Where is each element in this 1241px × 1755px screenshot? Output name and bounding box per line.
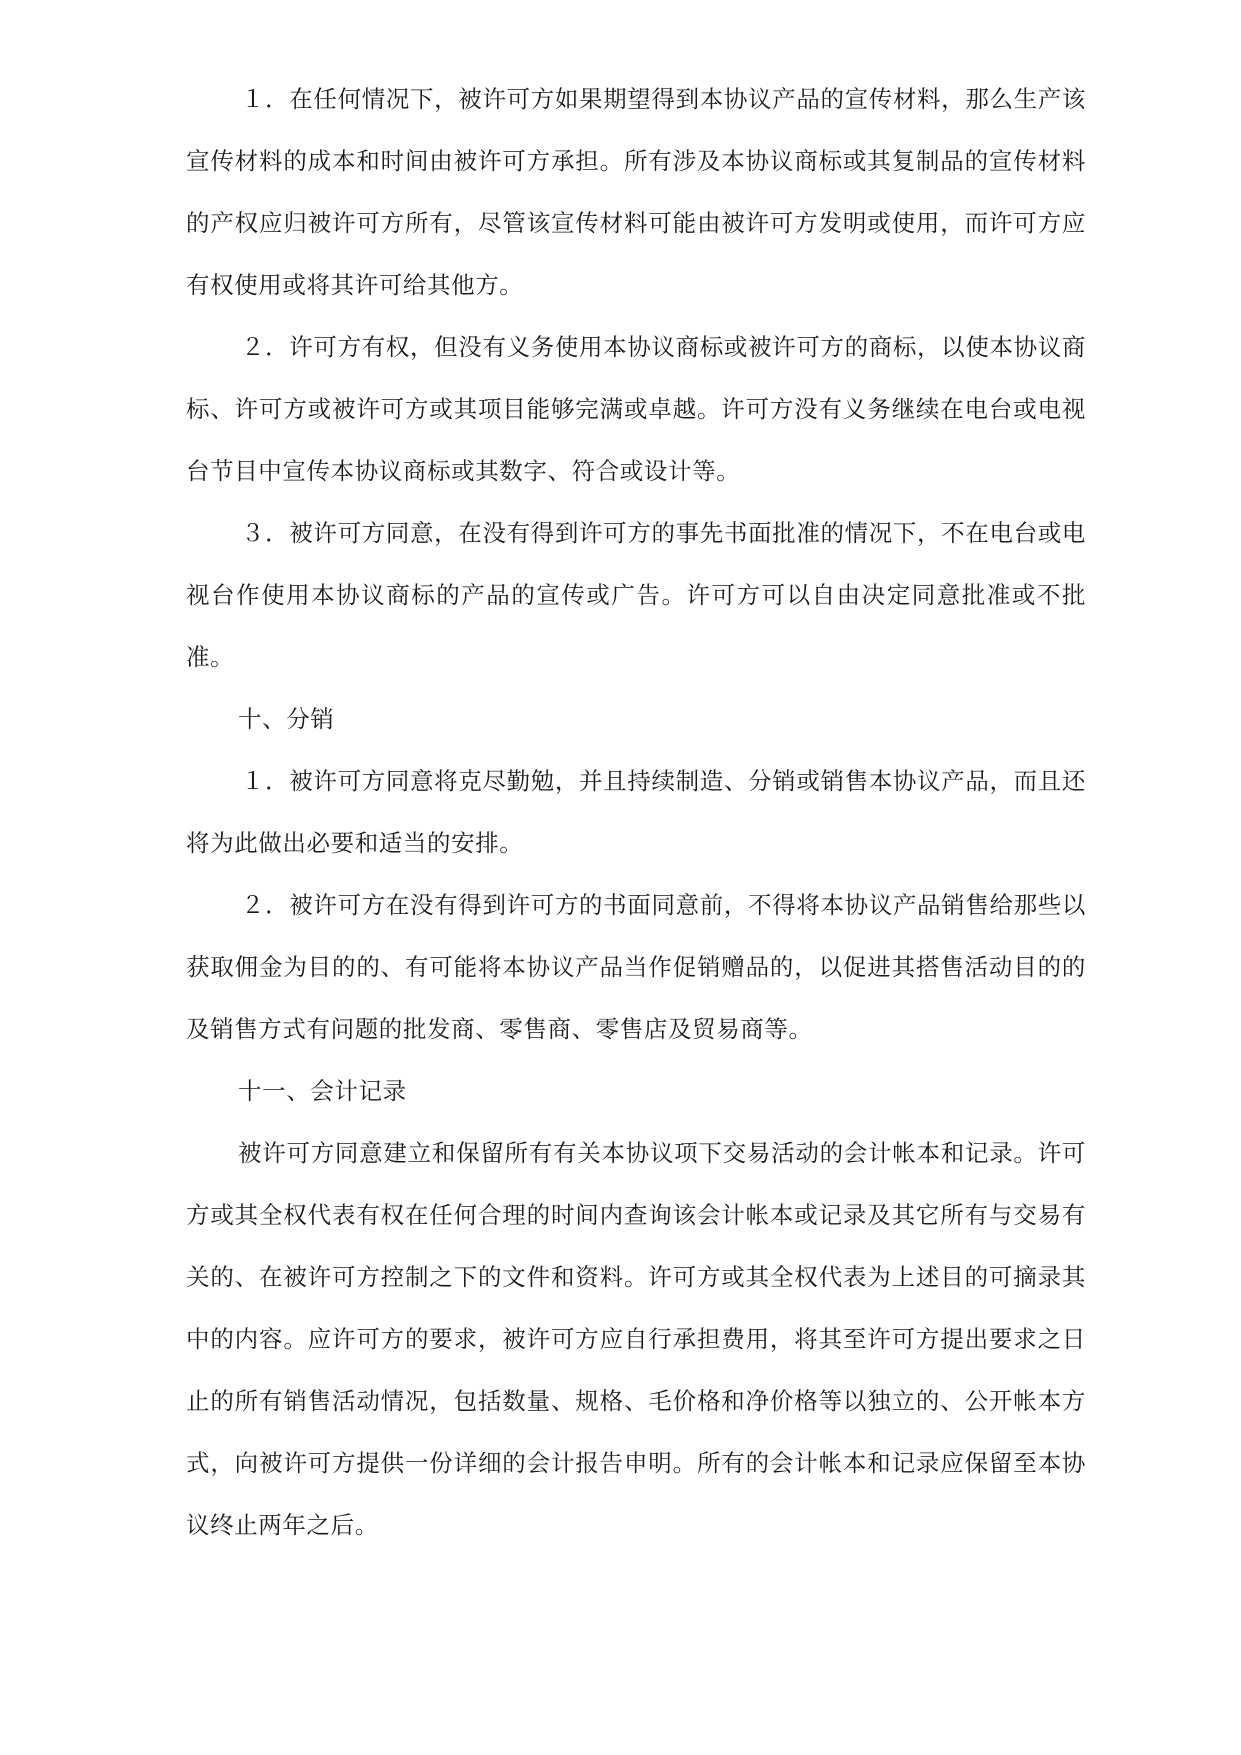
section10-item-1: １．被许可方同意将克尽勤勉，并且持续制造、分销或销售本协议产品，而且还将为此做出必要和适当的安排。 [186,767,1086,857]
section11-heading: 十一、会计记录 [238,1077,407,1105]
section10-item-2: ２．被许可方在没有得到许可方的书面同意前，不得将本协议产品销售给那些以获取佣金为目的的、有可能将本协议产品当作促销赠品的，以促进其搭售活动目的的及销售方式有问题的批发商、零售商、零售店及贸易商等。 [186,891,1086,1043]
section9-item-1: １．在任何情况下，被许可方如果期望得到本协议产品的宣传材料，那么生产该宣传材料的成本和时间由被许可方承担。所有涉及本协议商标或其复制品的宣传材料的产权应归被许可方所有，尽管该宣传材料可能由被许可方发明或使用，而许可方应有权使用或将其许可给其他方。 [186,85,1086,299]
section9-item-2: ２．许可方有权，但没有义务使用本协议商标或被许可方的商标，以使本协议商标、许可方或被许可方或其项目能够完满或卓越。许可方没有义务继续在电台或电视台节目中宣传本协议商标或其数字、符合或设计等。 [186,333,1086,485]
section10-heading: 十、分销 [238,705,335,733]
section11-body: 被许可方同意建立和保留所有有关本协议项下交易活动的会计帐本和记录。许可方或其全权代表有权在任何合理的时间内查询该会计帐本或记录及其它所有与交易有关的、在被许可方控制之下的文件和资料。许可方或其全权代表为上述目的可摘录其中的内容。应许可方的要求，被许可方应自行承担费用，将其至许可方提出要求之日止的所有销售活动情况，包括数量、规格、毛价格和净价格等以独立的、公开帐本方式，向被许可方提供一份详细的会计报告申明。所有的会计帐本和记录应保留至本协议终止两年之后。 [186,1139,1086,1539]
document-page [186,68,1086,1556]
section9-item-3: ３．被许可方同意，在没有得到许可方的事先书面批准的情况下，不在电台或电视台作使用本协议商标的产品的宣传或广告。许可方可以自由决定同意批准或不批准。 [186,519,1086,671]
